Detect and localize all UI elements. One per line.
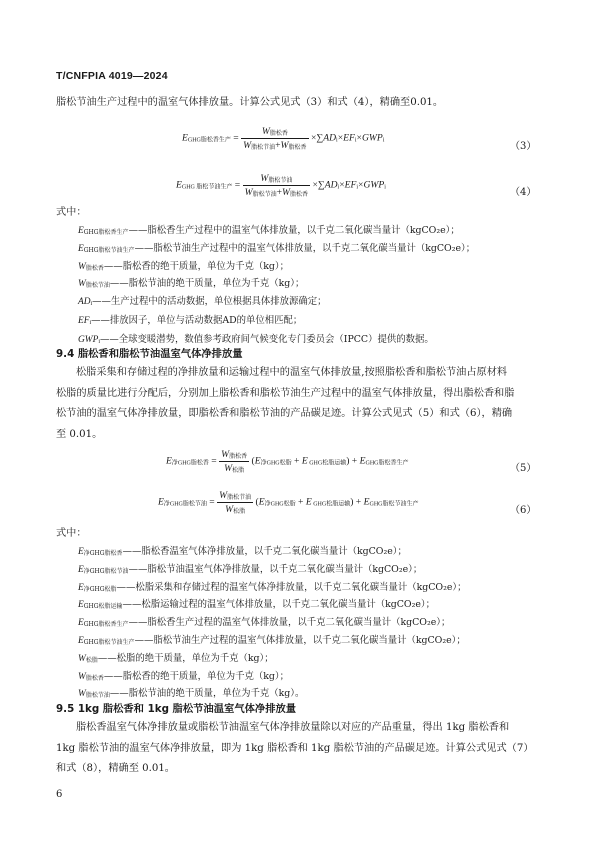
definition-item: $W_{脂松香}——$脂松香的绝干质量，单位为千克（kg）；	[78, 260, 289, 272]
equation-3: $E_{GHG脂松香生产}$ = $\frac{W_{脂松香}}{W_{脂松节油}+W_{脂松香}}$ $\times\sum AD_i\times EF_i\times GWP_i$	[182, 126, 385, 151]
equation-4: $E_{GHG 脂松节油生产}$ = $\frac{W_{脂松节油}}{W_{脂松节油}+W_{脂松香}}$ $\times\sum AD_i\times EF_i\times GWP_i$	[176, 173, 386, 198]
equation-3-fraction: $\frac{W_{脂松香}}{W_{脂松节油}+W_{脂松香}}$	[243, 126, 307, 151]
definition-item: $GWP_i——$全球变暖潜势，数值参考政府间气候变化专门委员会（IPCC）提供的数据。	[78, 333, 434, 345]
equation-5-number: （5）	[510, 463, 537, 474]
definitions-list-1	[78, 223, 475, 351]
definition-item: $E_{GHG松脂运输}——$松脂运输过程的温室气体排放量，以千克二氧化碳当量计（kgCO₂e）；	[78, 599, 435, 611]
definition-item: $E_{GHG脂松节油生产}——$脂松节油生产过程的温室气体排放量，以千克二氧化碳当量计（kgCO₂e）；	[78, 634, 466, 646]
definition-item: $W_{脂松节油}——$脂松节油的绝干质量，单位为千克（kg）；	[78, 278, 305, 290]
definition-item: $E_{净GHG脂松香}——$脂松香温室气体净排放量，以千克二氧化碳当量计（kgCO₂e）；	[78, 546, 407, 557]
equation-4-number: （4）	[510, 187, 537, 198]
definition-item: $E_{GHG脂松香生产}——$脂松香生产过程中的温室气体排放量，以千克二氧化碳当量计（kgCO₂e）；	[78, 225, 460, 236]
equation-4-fraction: $\frac{W_{脂松节油}}{W_{脂松节油}+W_{脂松香}}$	[244, 173, 309, 198]
equation-6-fraction: $\frac{W_{脂松节油}}{W_{松脂}}$	[219, 490, 252, 515]
intro-line: 脂松节油生产过程中的温室气体排放量。计算公式见式（3）和式（4），精确至0.01。	[56, 97, 444, 108]
definitions-list-2	[78, 544, 466, 704]
definition-item: $AD_i——$生产过程中的活动数据，单位根据具体排放源确定；	[78, 296, 327, 308]
standard-id: T/CNFPIA 4019—2024	[56, 70, 168, 82]
where-label-2: 式中：	[56, 528, 87, 539]
definition-item: $E_{净GHG松脂}——$松脂采集和存储过程的温室气体净排放量，以千克二氧化碳当量计（kgCO₂e）；	[78, 581, 467, 593]
where-label: 式中：	[56, 207, 87, 218]
equation-6-number: （6）	[510, 505, 537, 516]
definition-item: $W_{松脂}——$松脂的绝干质量，单位为千克（kg）；	[78, 652, 274, 664]
equation-6: $E_{净GHG脂松节油}$ = $\frac{W_{脂松节油}}{W_{松脂}}$ ($E_{净GHG松脂} + E$ $_{GHG松脂运输}) + E_{GHG脂松节油生产}$	[158, 490, 419, 515]
section-9-5-heading: 9.5 1kg 脂松香和 1kg 脂松节油温室气体净排放量	[56, 703, 297, 715]
definition-item: $E_{GHG脂松节油生产}——$脂松节油生产过程中的温室气体排放量，以千克二氧化碳当量计（kgCO₂e）；	[78, 242, 476, 254]
definition-item: $W_{脂松节油}——$脂松节油的绝干质量，单位为千克（kg）。	[78, 688, 305, 700]
equation-5: $E_{净GHG脂松香}$ = $\frac{W_{脂松香}}{W_{松脂}}$ ($E_{净GHG松脂} + E$ $_{GHG松脂运输}) + E_{GHG脂松香生产}$	[166, 449, 409, 474]
definition-item: $EF_i——$排放因子，单位与活动数据AD的单位相匹配；	[78, 314, 303, 326]
equation-3-number: （3）	[510, 141, 537, 152]
definition-item: $E_{GHG脂松香生产}——$脂松香生产过程的温室气体排放量，以千克二氧化碳当量计（kgCO₂e）；	[78, 617, 451, 629]
page-number: 6	[56, 789, 63, 800]
definition-item: $W_{脂松香}——$脂松香的绝干质量，单位为千克（kg）；	[78, 670, 289, 682]
definition-item: $E_{净GHG脂松节油}——$脂松节油温室气体净排放量，以千克二氧化碳当量计（kgCO₂e）；	[78, 563, 423, 575]
equation-5-fraction: $\frac{W_{脂松香}}{W_{松脂}}$	[221, 449, 248, 474]
section-9-4-paragraph: 松脂采集和存储过程的净排放量和运输过程中的温室气体排放量,按照脂松香和脂松节油占原材料 松脂的质量比进行分配后，分别加上脂松香和脂松节油生产过程中的温室气体排放量，得出脂松香和脂 松节油的温室气体净排放量，即脂松香和脂松节油的产品碳足迹。计算公式见式（5）和式（6），精确 至 0.01。	[56, 367, 515, 440]
section-9-5-paragraph: 脂松香温室气体净排放量或脂松节油温室气体净排放量除以对应的产品重量，得出 1kg 脂松香和 1kg 脂松节油的温室气体净排放量，即为 1kg 脂松香和 1kg 脂松节油的产品碳足迹。计算公式见式（7） 和式（8），精确至 0.01。	[56, 722, 534, 774]
section-9-4-heading: 9.4 脂松香和脂松节油温室气体净排放量	[56, 348, 243, 360]
